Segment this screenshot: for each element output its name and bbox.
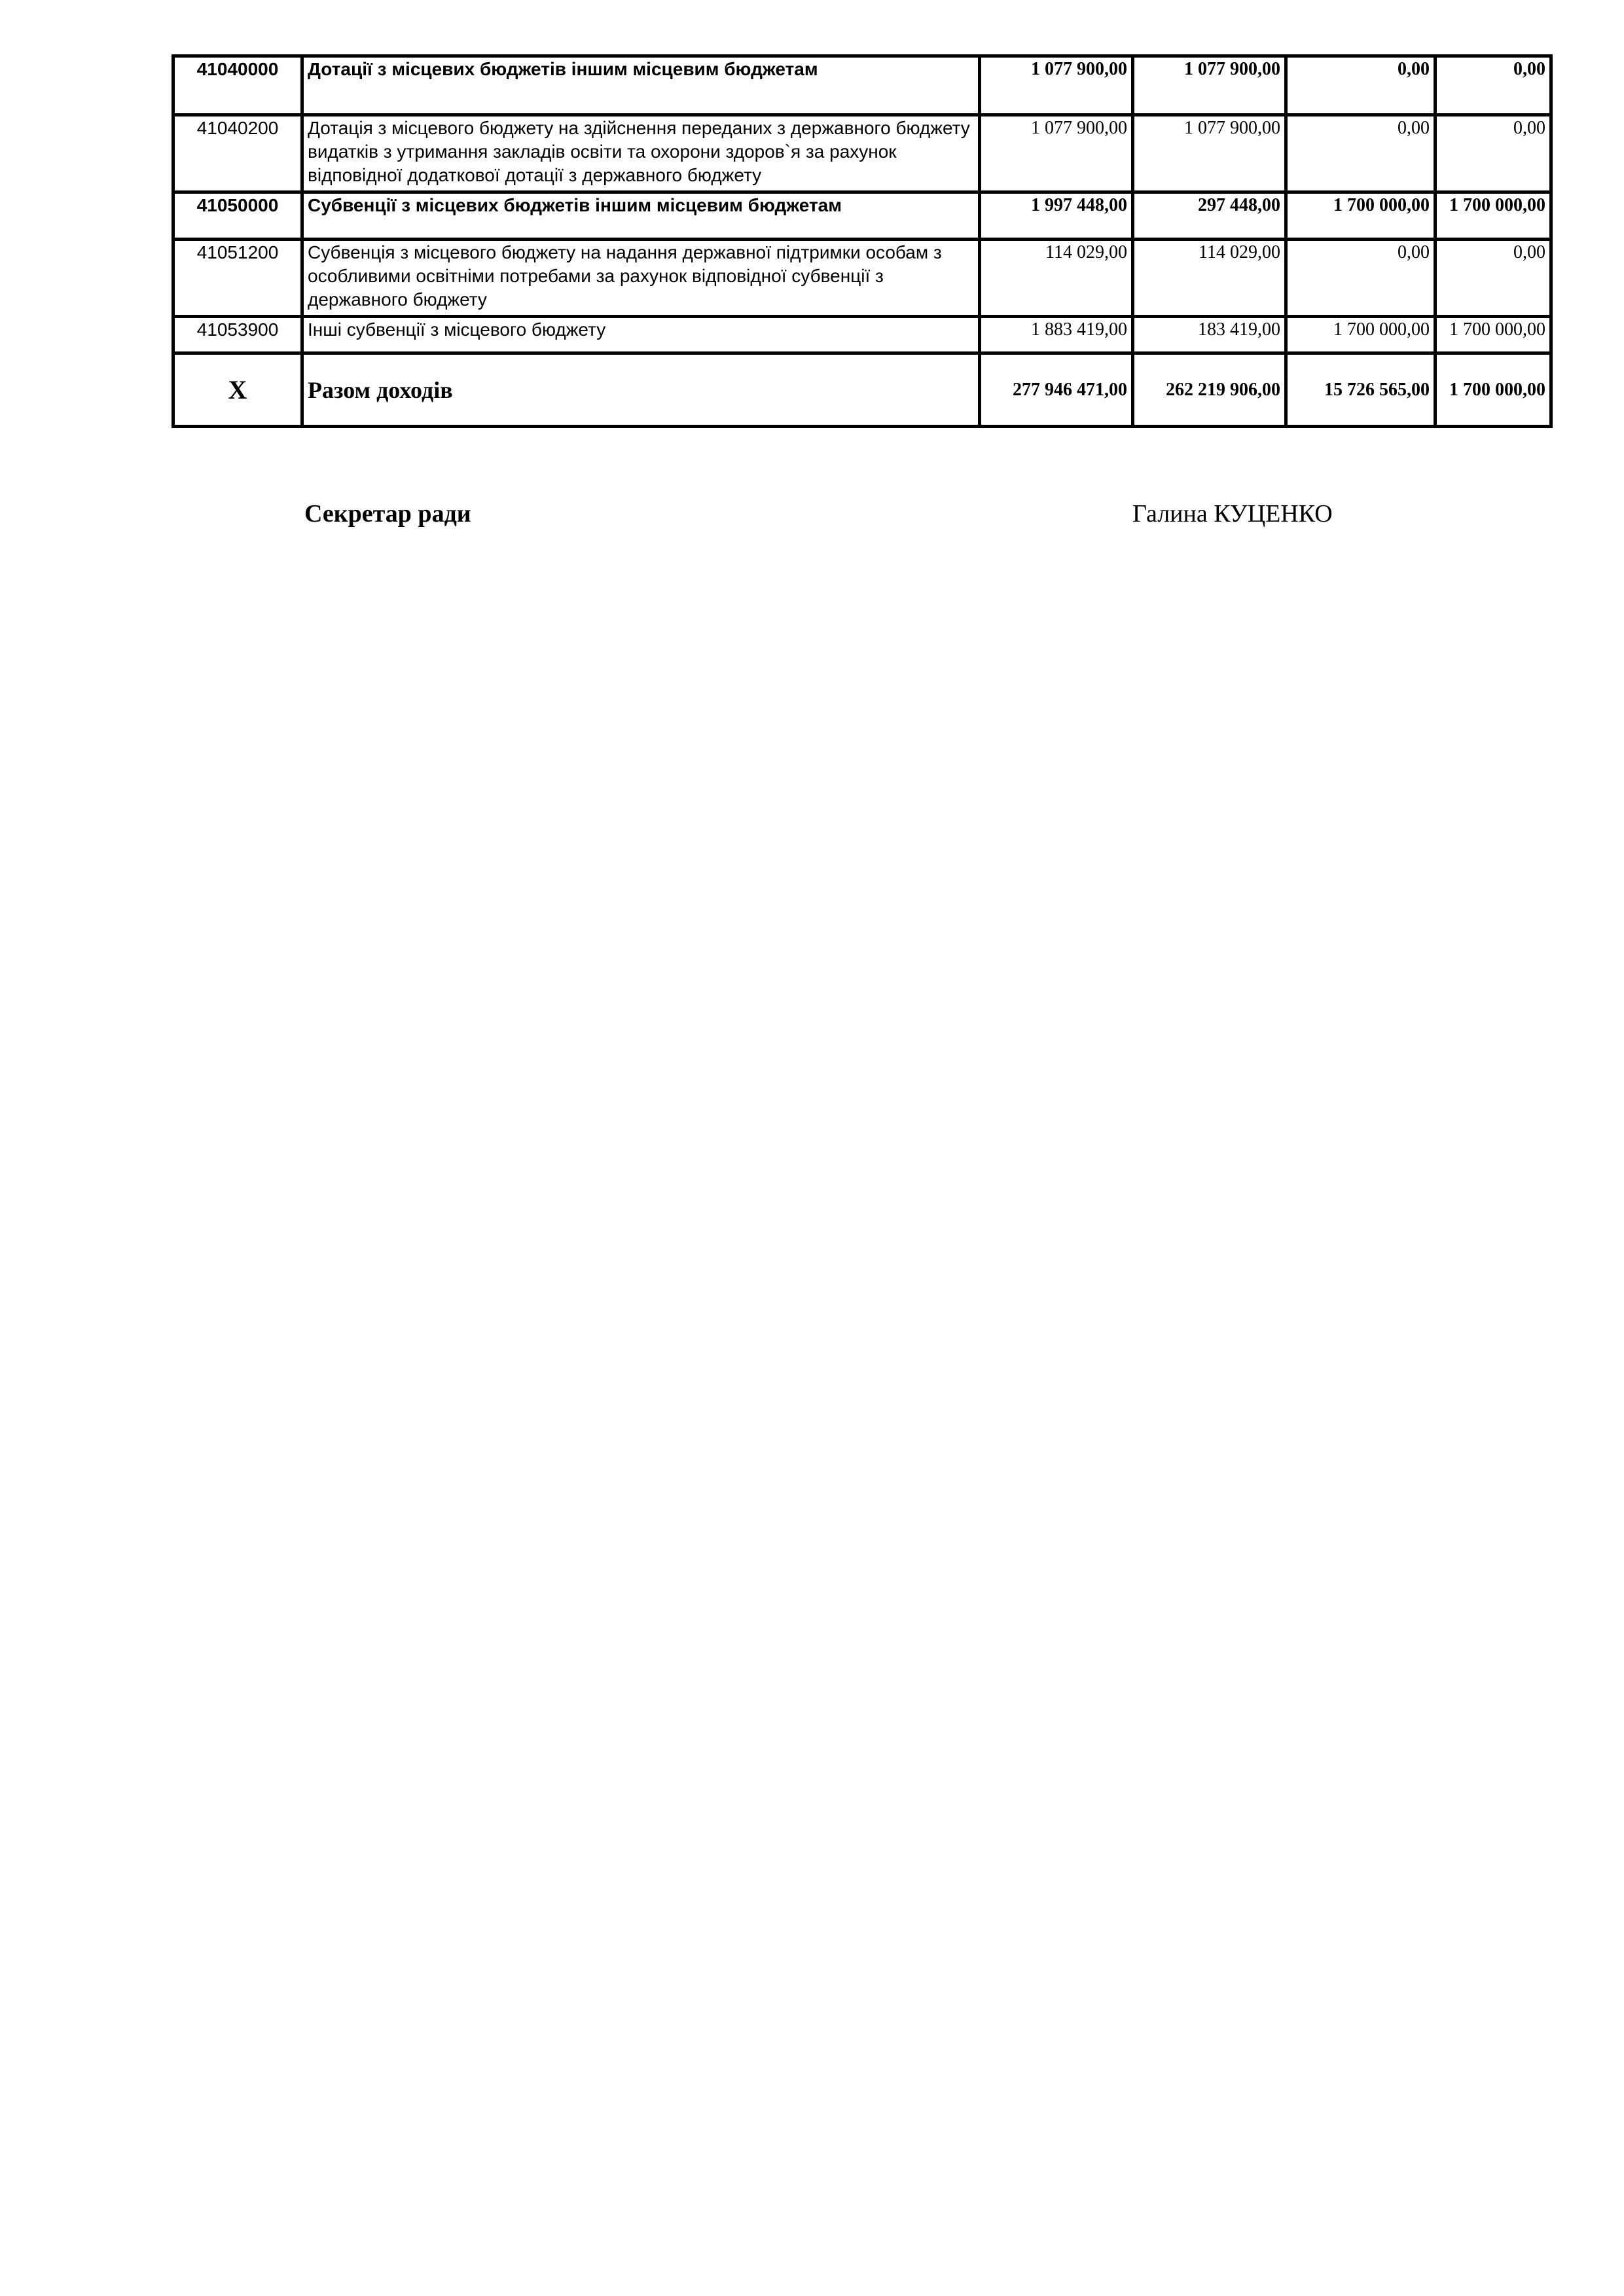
row-name: Інші субвенції з місцевого бюджету	[302, 317, 980, 353]
row-name: Дотації з місцевих бюджетів іншим місцевим бюджетам	[302, 56, 980, 115]
row-total: 1 077 900,00	[980, 115, 1133, 192]
row-special-fund: 1 700 000,00	[1286, 192, 1435, 240]
signature-title: Секретар ради	[304, 500, 471, 528]
table-row	[173, 240, 1551, 317]
row-name: Дотація з місцевого бюджету на здійснення переданих з державного бюджету видатків з утримання закладів освіти та охорони здоров`я за рахунок відповідної додаткової дотації з державного бюджету	[302, 115, 980, 192]
row-name: Субвенції з місцевих бюджетів іншим місцевим бюджетам	[302, 192, 980, 240]
row-special-fund: 0,00	[1286, 56, 1435, 115]
row-development-budget: 1 700 000,00	[1435, 317, 1551, 353]
total-row-code: X	[173, 353, 302, 427]
row-development-budget: 1 700 000,00	[1435, 192, 1551, 240]
row-special-fund: 1 700 000,00	[1286, 317, 1435, 353]
row-general-fund: 297 448,00	[1133, 192, 1286, 240]
total-row-special-fund: 15 726 565,00	[1286, 353, 1435, 427]
row-development-budget: 0,00	[1435, 115, 1551, 192]
row-total: 1 883 419,00	[980, 317, 1133, 353]
row-general-fund: 1 077 900,00	[1133, 115, 1286, 192]
row-total: 1 997 448,00	[980, 192, 1133, 240]
row-general-fund: 183 419,00	[1133, 317, 1286, 353]
total-row-development-budget: 1 700 000,00	[1435, 353, 1551, 427]
total-row	[173, 353, 1551, 427]
total-row-general-fund: 262 219 906,00	[1133, 353, 1286, 427]
row-development-budget: 0,00	[1435, 240, 1551, 317]
row-code: 41053900	[173, 317, 302, 353]
table-row	[173, 192, 1551, 240]
row-code: 41040200	[173, 115, 302, 192]
row-special-fund: 0,00	[1286, 115, 1435, 192]
table-row	[173, 56, 1551, 115]
row-total: 114 029,00	[980, 240, 1133, 317]
row-code: 41050000	[173, 192, 302, 240]
row-code: 41040000	[173, 56, 302, 115]
budget-revenue-table	[171, 54, 1553, 428]
row-code: 41051200	[173, 240, 302, 317]
signature-name: Галина КУЦЕНКО	[1132, 500, 1333, 528]
row-total: 1 077 900,00	[980, 56, 1133, 115]
row-special-fund: 0,00	[1286, 240, 1435, 317]
table-row	[173, 317, 1551, 353]
total-row-label: Разом доходів	[302, 353, 980, 427]
table-row	[173, 115, 1551, 192]
row-general-fund: 1 077 900,00	[1133, 56, 1286, 115]
total-row-total: 277 946 471,00	[980, 353, 1133, 427]
row-name: Субвенція з місцевого бюджету на надання державної підтримки особам з особливими освітніми потребами за рахунок відповідної субвенції з державного бюджету	[302, 240, 980, 317]
row-general-fund: 114 029,00	[1133, 240, 1286, 317]
row-development-budget: 0,00	[1435, 56, 1551, 115]
